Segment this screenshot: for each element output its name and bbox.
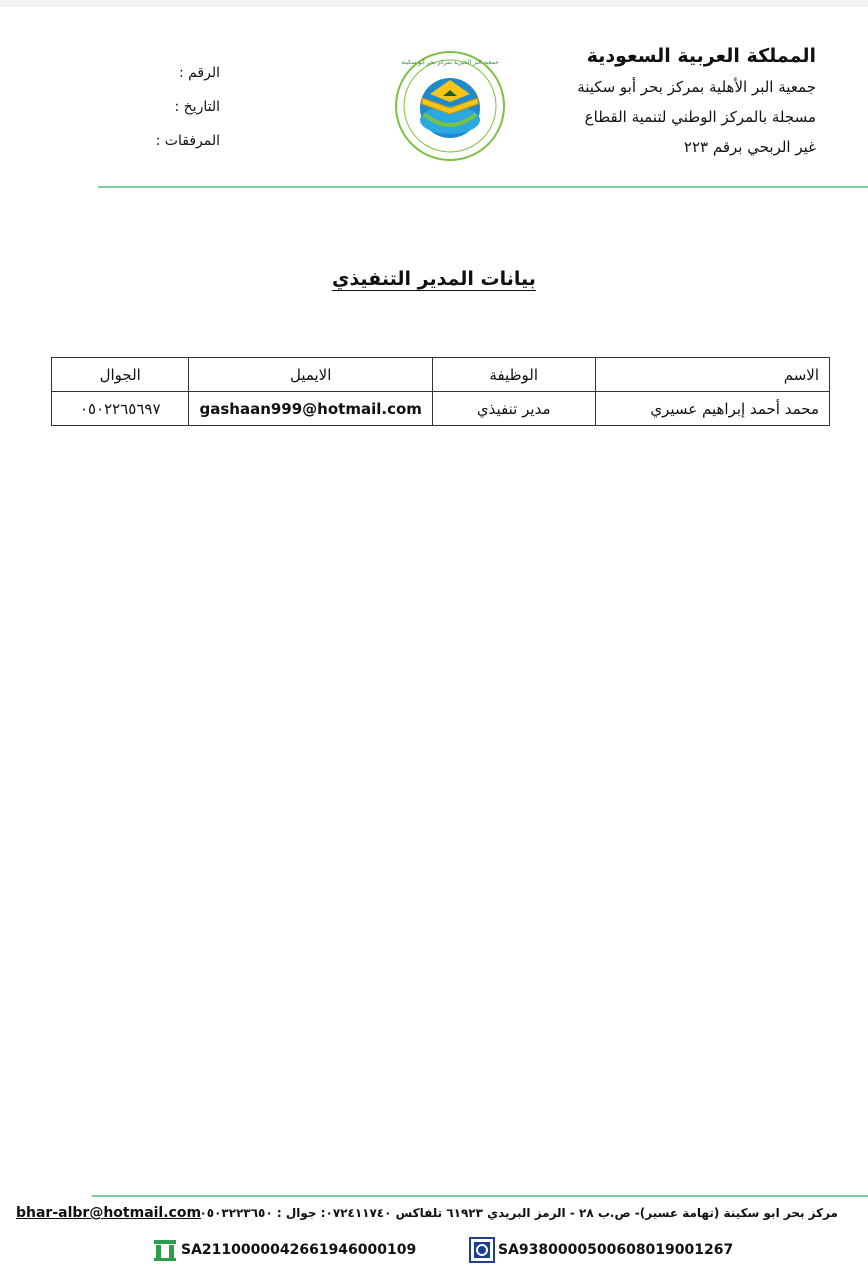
iban-1: SA2110000042661946000109 [181,1242,417,1258]
attachments-label: المرفقات : [155,133,220,149]
logo-text: جمعية البر الخيرية بمركز بحر أبو سكينة [401,59,499,66]
country-name: المملكة العربية السعودية [586,45,816,67]
footer-email[interactable]: bhar-albr@hotmail.com [16,1205,202,1221]
table-row [52,392,830,426]
iban-2: SA9380000500608019001267 [498,1242,734,1258]
association-name: جمعية البر الأهلية بمركز بحر أبو سكينة [577,78,816,96]
header-divider [98,186,868,188]
bank-logo-icon [469,1237,495,1263]
executive-info-table [51,357,830,426]
organization-header [486,40,816,162]
bank-account-1 [152,1236,416,1264]
header-mobile: الجوال [52,358,189,392]
cell-mobile [52,392,189,426]
registration-line: مسجلة بالمركز الوطني لتنمية القطاع [584,108,816,126]
header-job: الوظيفة [432,358,595,392]
document-title-text: بيانات المدير التنفيذي [332,268,536,290]
ref-number-label: الرقم : [178,65,220,81]
footer-address: مركز بحر ابو سكينة (تهامة عسير)- ص.ب ٢٨ - الرمز البريدي ٦١٩٢٣ تلفاكس ٠٧٢٤١١٧٤٠: جوال : ٠٥٠٣٢٢٣٦٥٠ [199,1206,838,1220]
top-strip [0,0,868,7]
header-email: الايميل [189,358,432,392]
header-name: الاسم [595,358,830,392]
bank-building-icon [152,1237,178,1263]
association-logo [394,50,506,162]
reference-block [140,56,220,158]
registration-number: غير الربحي برقم ٢٢٣ [683,138,816,156]
mobile-value: ٠٥٠٢٢٦٥٦٩٧ [79,399,161,418]
footer-divider [92,1195,868,1197]
footer-contact [16,1205,838,1227]
bank-account-2 [469,1236,733,1264]
cell-name: محمد أحمد إبراهيم عسيري [595,392,830,426]
cell-job: مدير تنفيذي [432,392,595,426]
document-title [0,268,868,290]
email-value: gashaan999@hotmail.com [199,399,422,418]
cell-email [189,392,432,426]
date-label: التاريخ : [174,99,220,115]
table-header-row [52,358,830,392]
